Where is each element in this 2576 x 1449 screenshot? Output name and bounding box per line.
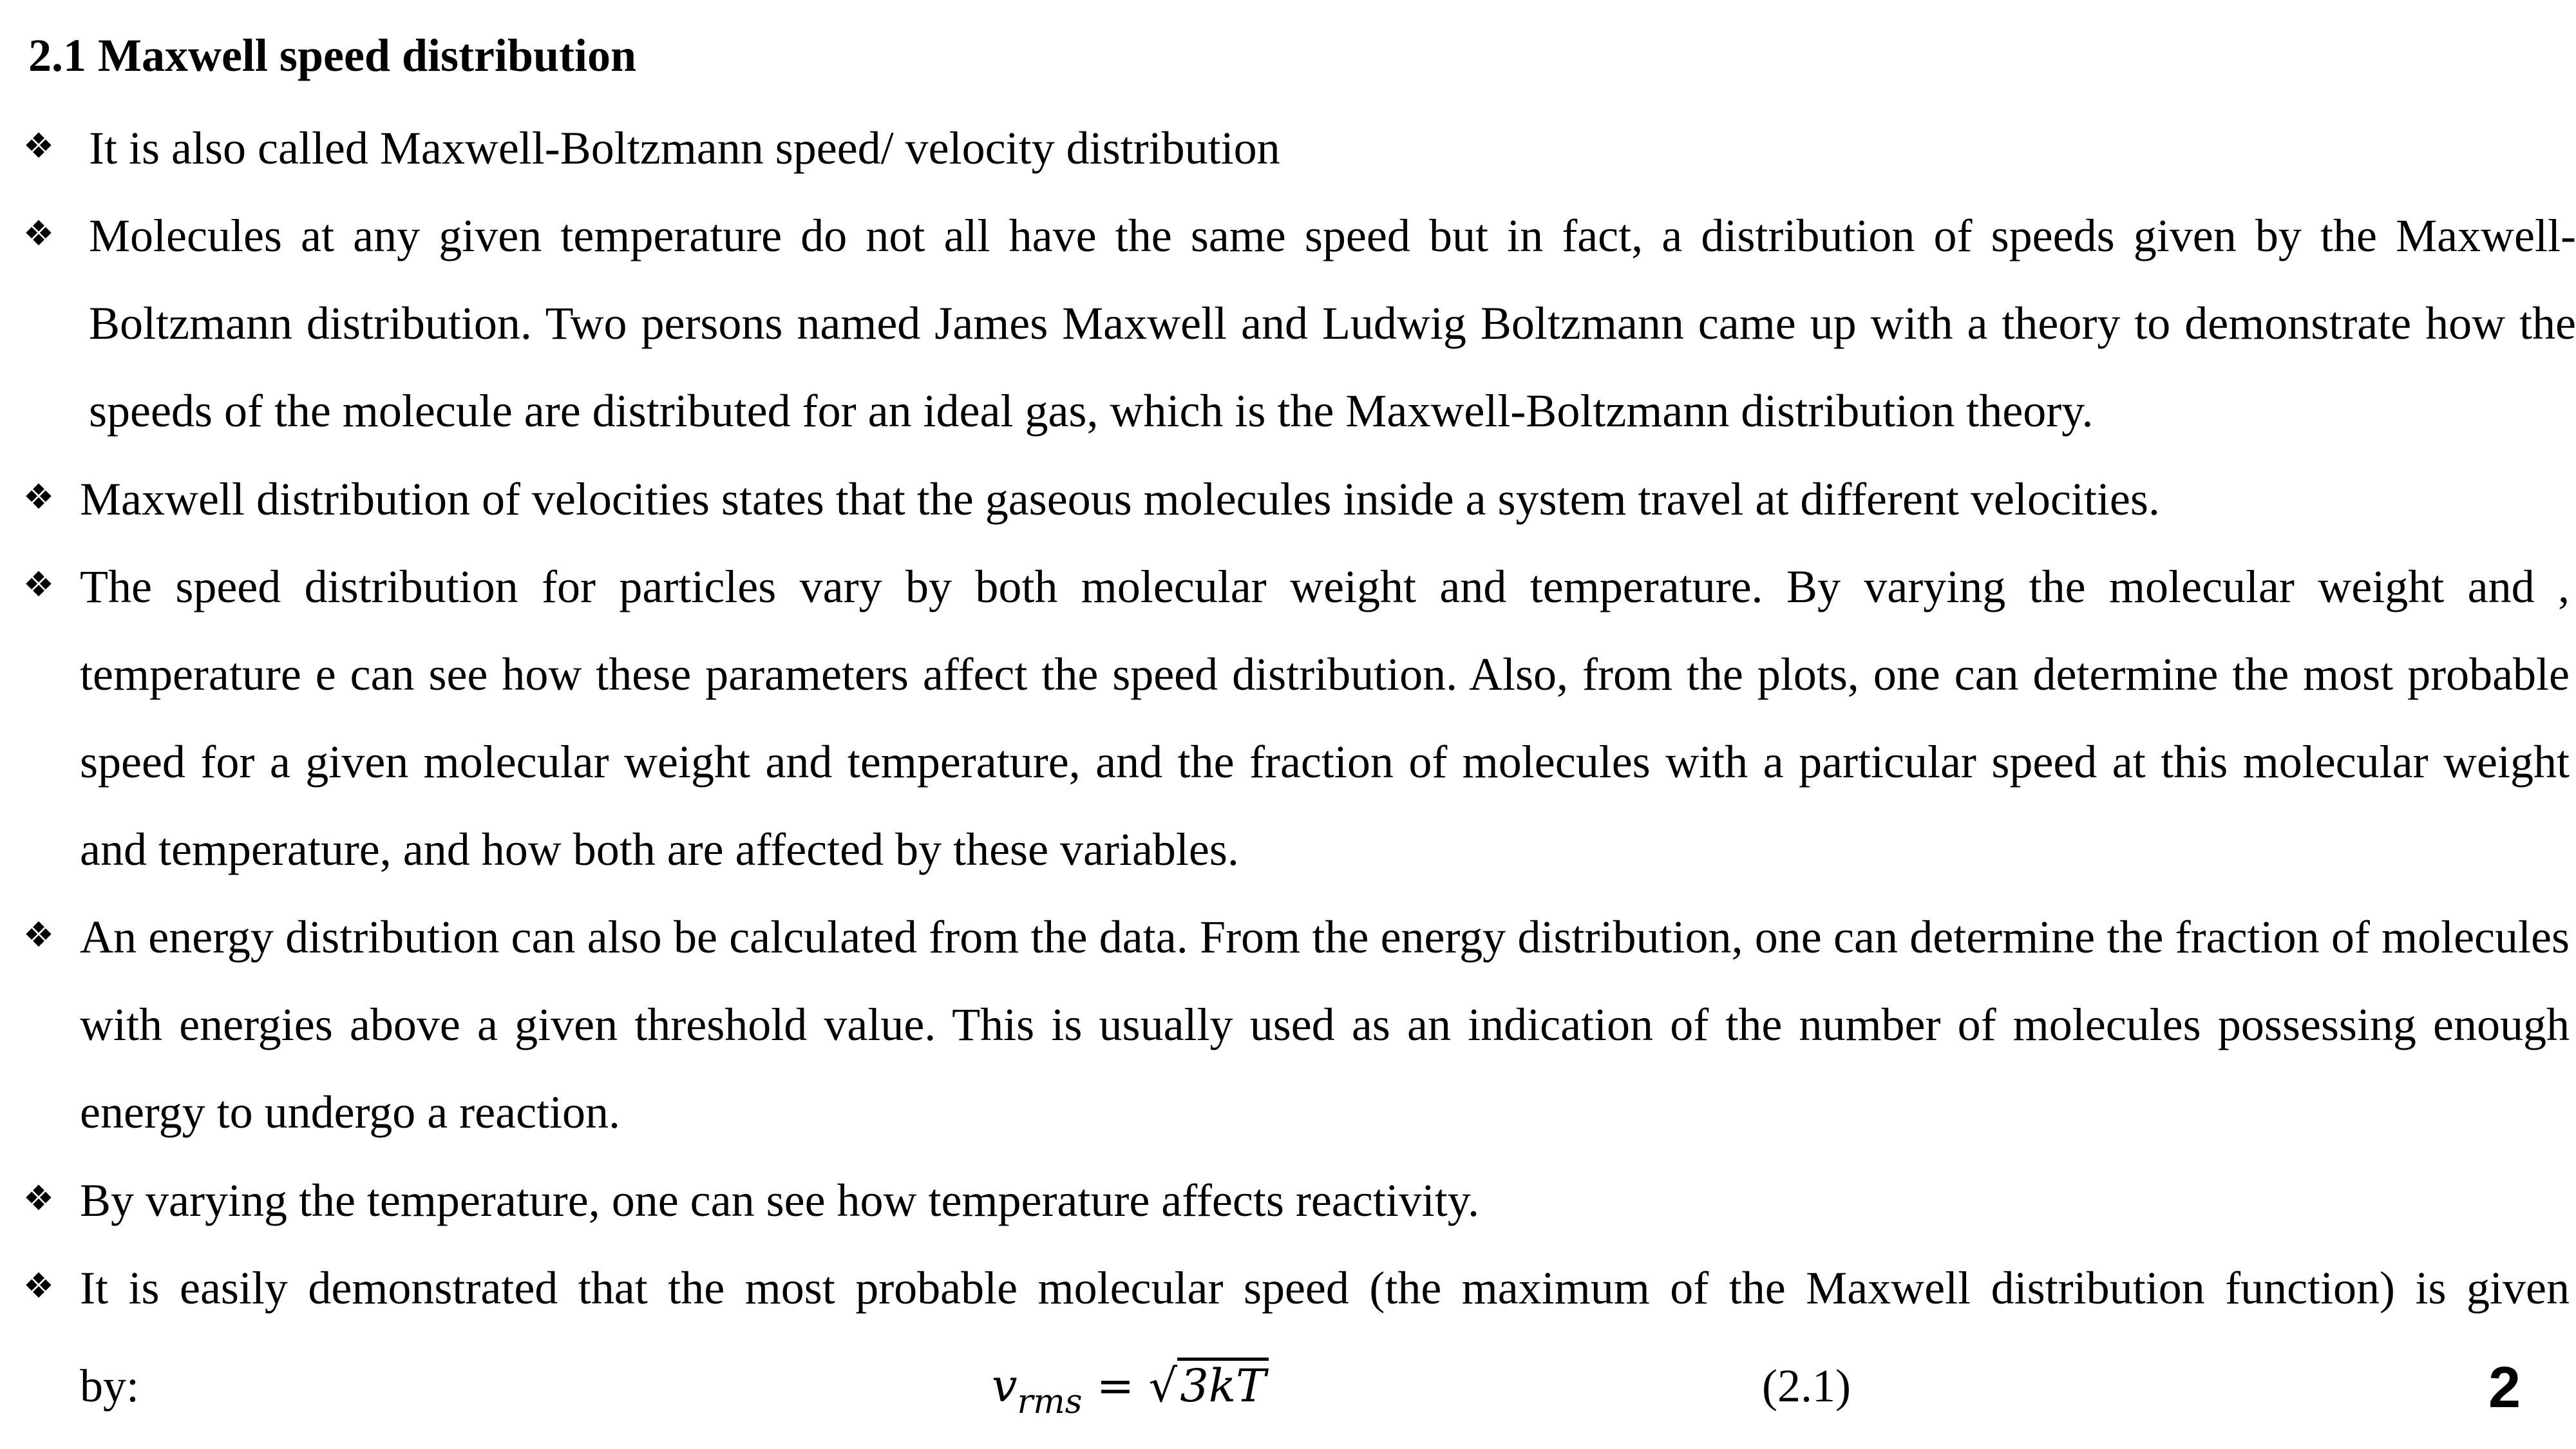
- square-root-sign: √: [1148, 1359, 1178, 1412]
- diamond-bullet-icon: ❖: [23, 565, 55, 604]
- bullet-paragraph-6: By varying the temperature, one can see how temperature affects reactivity.: [80, 1175, 1480, 1226]
- bullet-paragraph-1: It is also called Maxwell-Boltzmann speed/ velocity distribution: [89, 122, 1280, 174]
- bullet-paragraph-3: Maxwell distribution of velocities states that the gaseous molecules inside a system travel at different velocities.: [80, 473, 2160, 525]
- bullet-paragraph-5: An energy distribution can also be calculated from the data. From the energy distribution, one can determine the fraction of molecules with energies above a given threshold value. This is usually used as an indication of the number of molecules possessing enough energy to undergo a reaction.: [80, 911, 2570, 1138]
- page-number: 2: [2488, 1356, 2521, 1420]
- bullet-paragraph-2: Molecules at any given temperature do not all have the same speed but in fact, a distribution of speeds given by the Maxwell-Boltzmann distribution. Two persons named James Maxwell and Ludwig Boltzmann came up with a theory to demonstrate how the speeds of the molecule are distributed for an ideal gas, which is the Maxwell-Boltzmann distribution theory.: [89, 210, 2576, 437]
- bullet-paragraph-7: It is easily demonstrated that the most probable molecular speed (the maximum of the Maxwell distribution function) is given: [80, 1262, 2570, 1314]
- equation-subscript: rms: [1017, 1383, 1083, 1421]
- section-heading: 2.1 Maxwell speed distribution: [28, 30, 637, 81]
- diamond-bullet-icon: ❖: [23, 478, 55, 516]
- equation-row: [80, 1342, 2576, 1430]
- equation-number: (2.1): [1762, 1360, 1851, 1412]
- rms-speed-equation: [992, 1342, 1269, 1434]
- equation-equals: =: [1096, 1359, 1135, 1412]
- diamond-bullet-icon: ❖: [23, 127, 55, 166]
- equation-radicand: 3kT: [1177, 1358, 1269, 1411]
- equation-symbol: v: [992, 1359, 1018, 1412]
- diamond-bullet-icon: ❖: [23, 1179, 55, 1218]
- bullet-paragraph-4: The speed distribution for particles vary by both molecular weight and temperature. By varying the molecular weight and , temperature e can see how these parameters affect the speed distribution. Also, from the plots, one can determine the most probable speed for a given molecular weight and temperature, and the fraction of molecules with a particular speed at this molecular weight and temperature, and how both are affected by these variables.: [80, 561, 2570, 875]
- diamond-bullet-icon: ❖: [23, 1267, 55, 1305]
- equation-lead-text: by:: [80, 1360, 140, 1412]
- diamond-bullet-icon: ❖: [23, 916, 55, 954]
- diamond-bullet-icon: ❖: [23, 214, 55, 253]
